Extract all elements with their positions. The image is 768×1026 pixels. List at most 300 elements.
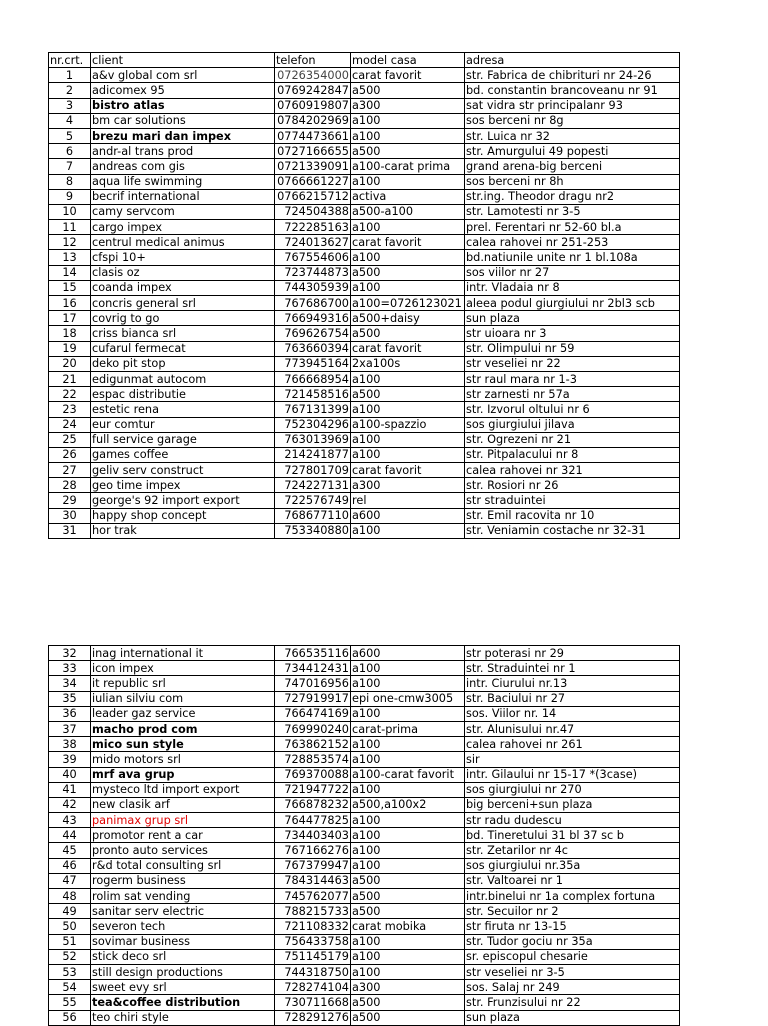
address: str firuta nr 13-15 — [465, 919, 680, 934]
client-name: espac distributie — [91, 387, 275, 402]
house-model: rel — [351, 493, 465, 508]
phone-number: 766878232 — [275, 797, 351, 812]
client-name: rolim sat vending — [91, 889, 275, 904]
client-name: mrf ava grup — [91, 767, 275, 782]
row-number: 56 — [49, 1010, 91, 1025]
table-row — [49, 296, 680, 311]
row-number: 30 — [49, 508, 91, 523]
address: calea rahovei nr 261 — [465, 737, 680, 752]
address: calea rahovei nr 251-253 — [465, 235, 680, 250]
table-row — [49, 387, 680, 402]
house-model: a100=0726123021 — [351, 296, 465, 311]
row-number: 32 — [49, 646, 91, 661]
phone-number: 730711668 — [275, 995, 351, 1010]
phone-number: 767686700 — [275, 296, 351, 311]
address: prel. Ferentari nr 52-60 bl.a — [465, 220, 680, 235]
phone-number: 728274104 — [275, 980, 351, 995]
house-model: a300 — [351, 478, 465, 493]
phone-number: 0774473661 — [275, 128, 351, 143]
table-row — [49, 402, 680, 417]
house-model: a100 — [351, 949, 465, 964]
phone-number: 214241877 — [275, 447, 351, 462]
client-name: inag international it — [91, 646, 275, 661]
house-model: a500 — [351, 889, 465, 904]
row-number: 8 — [49, 174, 91, 189]
row-number: 3 — [49, 98, 91, 113]
phone-number: 721108332 — [275, 919, 351, 934]
address: str. Alunisului nr.47 — [465, 721, 680, 736]
table-row — [49, 144, 680, 159]
address: str. Rosiori nr 26 — [465, 478, 680, 493]
client-name: edigunmat autocom — [91, 371, 275, 386]
address: sos. Salaj nr 249 — [465, 980, 680, 995]
table-row — [49, 280, 680, 295]
table-row — [49, 508, 680, 523]
phone-number: 766535116 — [275, 646, 351, 661]
table-row — [49, 797, 680, 812]
address: sun plaza — [465, 1010, 680, 1025]
row-number: 34 — [49, 676, 91, 691]
phone-number: 722576749 — [275, 493, 351, 508]
client-name: coanda impex — [91, 280, 275, 295]
phone-number: 722285163 — [275, 220, 351, 235]
address: str poterasi nr 29 — [465, 646, 680, 661]
table-row — [49, 265, 680, 280]
row-number: 36 — [49, 706, 91, 721]
address: sir — [465, 752, 680, 767]
house-model: a100 — [351, 737, 465, 752]
phone-number: 764477825 — [275, 813, 351, 828]
row-number: 16 — [49, 296, 91, 311]
phone-number: 753340880 — [275, 523, 351, 538]
table-row — [49, 661, 680, 676]
row-number: 44 — [49, 828, 91, 843]
row-number: 38 — [49, 737, 91, 752]
table-row — [49, 235, 680, 250]
phone-number: 727801709 — [275, 463, 351, 478]
client-name: severon tech — [91, 919, 275, 934]
table-row — [49, 964, 680, 979]
address: sat vidra str principalanr 93 — [465, 98, 680, 113]
client-name: eur comtur — [91, 417, 275, 432]
phone-number: 723744873 — [275, 265, 351, 280]
table-row — [49, 752, 680, 767]
row-number: 55 — [49, 995, 91, 1010]
client-name: george's 92 import export — [91, 493, 275, 508]
client-name: new clasik arf — [91, 797, 275, 812]
table-row — [49, 174, 680, 189]
client-name: teo chiri style — [91, 1010, 275, 1025]
table-header-row — [49, 53, 680, 68]
client-name: cargo impex — [91, 220, 275, 235]
address: aleea podul giurgiului nr 2bl3 scb — [465, 296, 680, 311]
table-row — [49, 341, 680, 356]
table-row — [49, 478, 680, 493]
phone-number: 745762077 — [275, 889, 351, 904]
house-model: carat mobika — [351, 919, 465, 934]
client-name: andr-al trans prod — [91, 144, 275, 159]
address: str. Ogrezeni nr 21 — [465, 432, 680, 447]
address: sos giurgiului nr 270 — [465, 782, 680, 797]
phone-number: 784314463 — [275, 873, 351, 888]
house-model: activa — [351, 189, 465, 204]
client-name: sanitar serv electric — [91, 904, 275, 919]
client-name: andreas com gis — [91, 159, 275, 174]
table-row — [49, 934, 680, 949]
address: str. Tudor gociu nr 35a — [465, 934, 680, 949]
address: str. Valtoarei nr 1 — [465, 873, 680, 888]
phone-number: 728291276 — [275, 1010, 351, 1025]
phone-number: 773945164 — [275, 356, 351, 371]
row-number: 43 — [49, 813, 91, 828]
phone-number: 766474169 — [275, 706, 351, 721]
row-number: 52 — [49, 949, 91, 964]
table-row — [49, 782, 680, 797]
phone-number: 0727166655 — [275, 144, 351, 159]
house-model: a600 — [351, 646, 465, 661]
client-name: brezu mari dan impex — [91, 128, 275, 143]
table-row — [49, 523, 680, 538]
address: intr.binelui nr 1a complex fortuna — [465, 889, 680, 904]
house-model: a300 — [351, 98, 465, 113]
table-row — [49, 447, 680, 462]
address: str veseliei nr 3-5 — [465, 964, 680, 979]
phone-number: 766668954 — [275, 371, 351, 386]
phone-number: 0784202969 — [275, 113, 351, 128]
client-name: a&v global com srl — [91, 68, 275, 83]
address: str. Pitpalacului nr 8 — [465, 447, 680, 462]
client-name: camy servcom — [91, 204, 275, 219]
client-name: sovimar business — [91, 934, 275, 949]
row-number: 19 — [49, 341, 91, 356]
row-number: 24 — [49, 417, 91, 432]
address: bd. Tineretului 31 bl 37 sc b — [465, 828, 680, 843]
header-model: model casa — [351, 53, 465, 68]
row-number: 2 — [49, 83, 91, 98]
house-model: a500 — [351, 387, 465, 402]
header-adresa: adresa — [465, 53, 680, 68]
table-row — [49, 995, 680, 1010]
client-name: still design productions — [91, 964, 275, 979]
client-name: estetic rena — [91, 402, 275, 417]
row-number: 49 — [49, 904, 91, 919]
phone-number: 767166276 — [275, 843, 351, 858]
address: sos giurgiului nr.35a — [465, 858, 680, 873]
address: str. Baciului nr 27 — [465, 691, 680, 706]
house-model: carat favorit — [351, 463, 465, 478]
row-number: 15 — [49, 280, 91, 295]
phone-number: 744318750 — [275, 964, 351, 979]
house-model: a500 — [351, 904, 465, 919]
phone-number: 0721339091 — [275, 159, 351, 174]
client-name: sweet evy srl — [91, 980, 275, 995]
address: str.ing. Theodor dragu nr2 — [465, 189, 680, 204]
client-name: bistro atlas — [91, 98, 275, 113]
table-row — [49, 371, 680, 386]
client-name: mysteco ltd import export — [91, 782, 275, 797]
client-name: hor trak — [91, 523, 275, 538]
table-row — [49, 493, 680, 508]
header-client: client — [91, 53, 275, 68]
table-row — [49, 204, 680, 219]
address: str. Zetarilor nr 4c — [465, 843, 680, 858]
house-model: a100-carat favorit — [351, 767, 465, 782]
house-model: a500+daisy — [351, 311, 465, 326]
row-number: 11 — [49, 220, 91, 235]
house-model: carat favorit — [351, 235, 465, 250]
row-number: 35 — [49, 691, 91, 706]
address: str. Izvorul oltului nr 6 — [465, 402, 680, 417]
address: bd. constantin brancoveanu nr 91 — [465, 83, 680, 98]
row-number: 14 — [49, 265, 91, 280]
phone-number: 756433758 — [275, 934, 351, 949]
table-row — [49, 250, 680, 265]
table-row — [49, 813, 680, 828]
client-name: iulian silviu com — [91, 691, 275, 706]
address: sos. Viilor nr. 14 — [465, 706, 680, 721]
phone-number: 751145179 — [275, 949, 351, 964]
phone-number: 0769242847 — [275, 83, 351, 98]
house-model: a100 — [351, 250, 465, 265]
house-model: a500,a100x2 — [351, 797, 465, 812]
phone-number: 752304296 — [275, 417, 351, 432]
row-number: 54 — [49, 980, 91, 995]
table-row — [49, 949, 680, 964]
house-model: a600 — [351, 508, 465, 523]
house-model: a300 — [351, 980, 465, 995]
client-name: criss bianca srl — [91, 326, 275, 341]
house-model: a100 — [351, 128, 465, 143]
phone-number: 768677110 — [275, 508, 351, 523]
table-row — [49, 356, 680, 371]
table-row — [49, 721, 680, 736]
phone-number: 0760919807 — [275, 98, 351, 113]
phone-number: 769370088 — [275, 767, 351, 782]
address: sr. episcopul chesarie — [465, 949, 680, 964]
house-model: carat favorit — [351, 68, 465, 83]
client-name: games coffee — [91, 447, 275, 462]
address: str veseliei nr 22 — [465, 356, 680, 371]
address: str. Fabrica de chibrituri nr 24-26 — [465, 68, 680, 83]
address: str raul mara nr 1-3 — [465, 371, 680, 386]
row-number: 33 — [49, 661, 91, 676]
house-model: a100 — [351, 676, 465, 691]
client-name: adicomex 95 — [91, 83, 275, 98]
house-model: a100 — [351, 523, 465, 538]
client-name: cfspi 10+ — [91, 250, 275, 265]
house-model: a100 — [351, 432, 465, 447]
client-table-part-2 — [48, 645, 680, 1026]
phone-number: 727919917 — [275, 691, 351, 706]
house-model: epi one-cmw3005 — [351, 691, 465, 706]
table-row — [49, 98, 680, 113]
address: str. Luica nr 32 — [465, 128, 680, 143]
address: intr. Gilaului nr 15-17 *(3case) — [465, 767, 680, 782]
table-row — [49, 68, 680, 83]
address: str. Emil racovita nr 10 — [465, 508, 680, 523]
phone-number: 767379947 — [275, 858, 351, 873]
house-model: a100 — [351, 843, 465, 858]
row-number: 27 — [49, 463, 91, 478]
table-row — [49, 1010, 680, 1025]
row-number: 41 — [49, 782, 91, 797]
address: grand arena-big berceni — [465, 159, 680, 174]
house-model: a100-carat prima — [351, 159, 465, 174]
house-model: a500-a100 — [351, 204, 465, 219]
house-model: a100 — [351, 220, 465, 235]
house-model: a100 — [351, 828, 465, 843]
house-model: a500 — [351, 873, 465, 888]
house-model: a500 — [351, 995, 465, 1010]
row-number: 9 — [49, 189, 91, 204]
phone-number: 0726354000 — [275, 68, 351, 83]
phone-number: 769990240 — [275, 721, 351, 736]
phone-number: 763013969 — [275, 432, 351, 447]
phone-number: 767131399 — [275, 402, 351, 417]
client-name: macho prod com — [91, 721, 275, 736]
row-number: 21 — [49, 371, 91, 386]
house-model: a100 — [351, 964, 465, 979]
client-table-part-1 — [48, 52, 680, 539]
table-row — [49, 980, 680, 995]
row-number: 23 — [49, 402, 91, 417]
house-model: a100 — [351, 934, 465, 949]
house-model: a100 — [351, 813, 465, 828]
client-name: covrig to go — [91, 311, 275, 326]
address: str. Veniamin costache nr 32-31 — [465, 523, 680, 538]
row-number: 25 — [49, 432, 91, 447]
table-row — [49, 646, 680, 661]
client-name: geliv serv construct — [91, 463, 275, 478]
house-model: a500 — [351, 265, 465, 280]
house-model: a100 — [351, 661, 465, 676]
row-number: 31 — [49, 523, 91, 538]
table-row — [49, 311, 680, 326]
row-number: 6 — [49, 144, 91, 159]
phone-number: 734403403 — [275, 828, 351, 843]
table-row — [49, 432, 680, 447]
house-model: a100 — [351, 174, 465, 189]
house-model: 2xa100s — [351, 356, 465, 371]
row-number: 20 — [49, 356, 91, 371]
phone-number: 763862152 — [275, 737, 351, 752]
phone-number: 728853574 — [275, 752, 351, 767]
house-model: carat-prima — [351, 721, 465, 736]
header-nr: nr.crt. — [49, 53, 91, 68]
client-name: mido motors srl — [91, 752, 275, 767]
row-number: 12 — [49, 235, 91, 250]
row-number: 29 — [49, 493, 91, 508]
phone-number: 744305939 — [275, 280, 351, 295]
house-model: a100 — [351, 858, 465, 873]
row-number: 22 — [49, 387, 91, 402]
client-name: tea&coffee distribution — [91, 995, 275, 1010]
phone-number: 767554606 — [275, 250, 351, 265]
address: str. Olimpului nr 59 — [465, 341, 680, 356]
house-model: a100 — [351, 402, 465, 417]
phone-number: 769626754 — [275, 326, 351, 341]
address: str. Frunzisului nr 22 — [465, 995, 680, 1010]
address: sos berceni nr 8g — [465, 113, 680, 128]
house-model: a100 — [351, 782, 465, 797]
address: calea rahovei nr 321 — [465, 463, 680, 478]
row-number: 48 — [49, 889, 91, 904]
phone-number: 0766215712 — [275, 189, 351, 204]
address: sos giurgiului jilava — [465, 417, 680, 432]
client-name: cufarul fermecat — [91, 341, 275, 356]
table-row — [49, 904, 680, 919]
header-telefon: telefon — [275, 53, 351, 68]
client-name: mico sun style — [91, 737, 275, 752]
table-row — [49, 113, 680, 128]
house-model: a500 — [351, 83, 465, 98]
address: str. Straduintei nr 1 — [465, 661, 680, 676]
row-number: 13 — [49, 250, 91, 265]
client-name: icon impex — [91, 661, 275, 676]
table-row — [49, 828, 680, 843]
table-row — [49, 463, 680, 478]
table-row — [49, 737, 680, 752]
phone-number: 734412431 — [275, 661, 351, 676]
address: str uioara nr 3 — [465, 326, 680, 341]
table-row — [49, 159, 680, 174]
client-name: aqua life swimming — [91, 174, 275, 189]
address: str. Amurgului 49 popesti — [465, 144, 680, 159]
house-model: a500 — [351, 326, 465, 341]
row-number: 10 — [49, 204, 91, 219]
house-model: a100 — [351, 113, 465, 128]
address: intr. Vladaia nr 8 — [465, 280, 680, 295]
table-row — [49, 843, 680, 858]
phone-number: 747016956 — [275, 676, 351, 691]
house-model: a100 — [351, 447, 465, 462]
house-model: a100 — [351, 752, 465, 767]
client-name: clasis oz — [91, 265, 275, 280]
table-row — [49, 417, 680, 432]
client-name: stick deco srl — [91, 949, 275, 964]
table-row — [49, 858, 680, 873]
address: sos berceni nr 8h — [465, 174, 680, 189]
client-name: bm car solutions — [91, 113, 275, 128]
row-number: 39 — [49, 752, 91, 767]
phone-number: 724504388 — [275, 204, 351, 219]
table-row — [49, 889, 680, 904]
client-name: pronto auto services — [91, 843, 275, 858]
client-name: centrul medical animus — [91, 235, 275, 250]
house-model: a100-spazzio — [351, 417, 465, 432]
table-row — [49, 706, 680, 721]
house-model: a500 — [351, 144, 465, 159]
address: intr. Ciurului nr.13 — [465, 676, 680, 691]
address: str. Secuilor nr 2 — [465, 904, 680, 919]
row-number: 51 — [49, 934, 91, 949]
phone-number: 724227131 — [275, 478, 351, 493]
row-number: 4 — [49, 113, 91, 128]
table-row — [49, 676, 680, 691]
table-row — [49, 919, 680, 934]
phone-number: 721947722 — [275, 782, 351, 797]
client-name: geo time impex — [91, 478, 275, 493]
row-number: 37 — [49, 721, 91, 736]
address: str straduintei — [465, 493, 680, 508]
house-model: a100 — [351, 371, 465, 386]
row-number: 47 — [49, 873, 91, 888]
row-number: 1 — [49, 68, 91, 83]
phone-number: 766949316 — [275, 311, 351, 326]
table-row — [49, 189, 680, 204]
address: str. Lamotesti nr 3-5 — [465, 204, 680, 219]
row-number: 42 — [49, 797, 91, 812]
